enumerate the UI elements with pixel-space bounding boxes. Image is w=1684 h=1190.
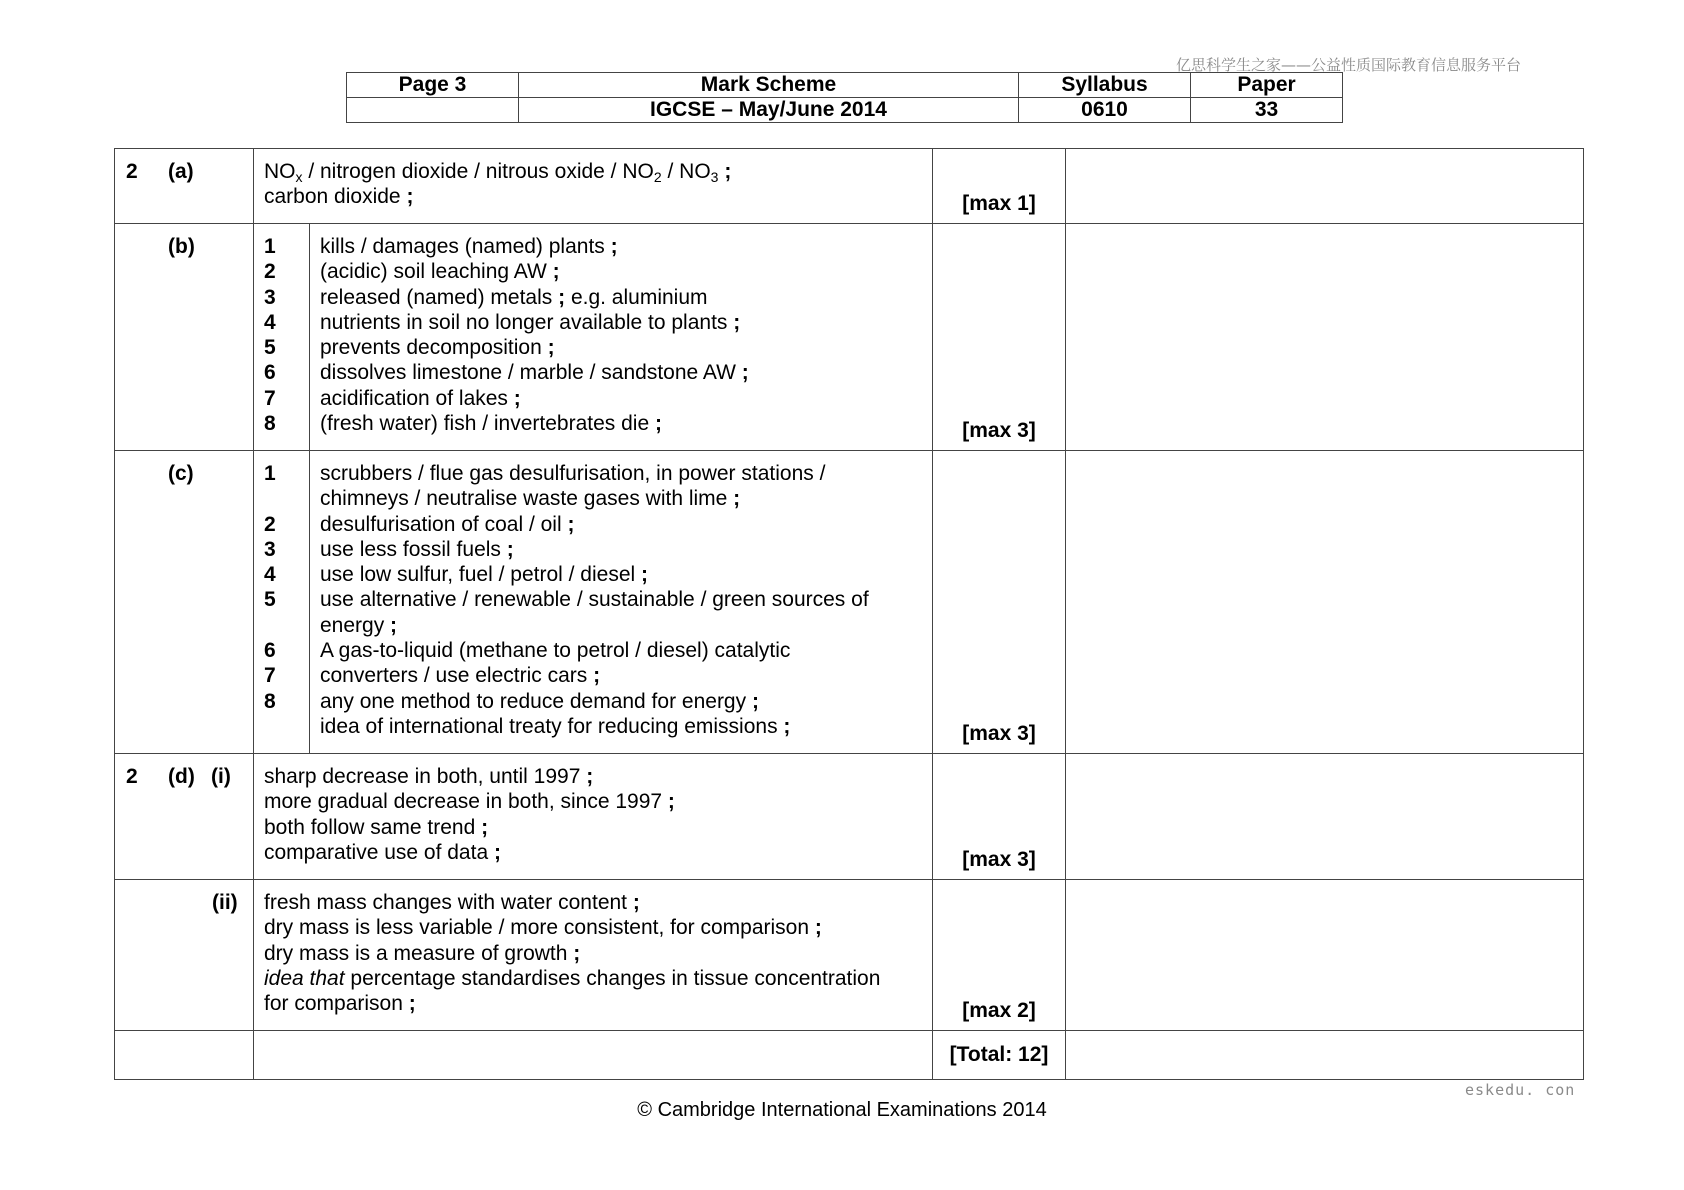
points-2c	[310, 451, 933, 754]
list-item: dissolves limestone / marble / sandstone AW ;	[320, 361, 749, 385]
list-item: use low sulfur, fuel / petrol / diesel ;	[320, 563, 648, 587]
question-subpart: (i)	[211, 765, 231, 788]
list-item: released (named) metals ; e.g. aluminium	[320, 285, 708, 309]
list-item: acidification of lakes ;	[320, 386, 521, 410]
row-2b	[115, 224, 1584, 451]
question-part: (b)	[168, 235, 195, 258]
list-item: scrubbers / flue gas desulfurisation, in power stations /	[320, 462, 826, 485]
answer-line: idea that percentage standardises changes in tissue concentration	[264, 966, 881, 990]
answer-2dii	[254, 880, 933, 1031]
page-header-table	[346, 72, 1343, 123]
list-item: kills / damages (named) plants ;	[320, 235, 618, 258]
answer-line: fresh mass changes with water content ;	[264, 891, 640, 914]
total-mark: [Total: 12]	[933, 1031, 1066, 1080]
list-item: prevents decomposition ;	[320, 336, 555, 360]
question-part: (d)	[168, 765, 195, 788]
row-total	[115, 1031, 1584, 1080]
answer-2a	[254, 149, 933, 224]
list-item: chimneys / neutralise waste gases with lime ;	[320, 487, 741, 511]
guidance-2di	[1066, 754, 1584, 880]
mark-scheme-table	[114, 148, 1584, 1080]
answer-line: carbon dioxide ;	[264, 185, 414, 209]
header-syllabus-label: Syllabus	[1019, 73, 1191, 98]
total-blank-1	[115, 1031, 254, 1080]
answer-line: for comparison ;	[264, 992, 416, 1016]
row-2dii	[115, 880, 1584, 1031]
header-session: IGCSE – May/June 2014	[519, 98, 1019, 123]
header-empty	[347, 98, 519, 123]
list-item: use alternative / renewable / sustainable / green sources of	[320, 588, 869, 612]
mark-2b: [max 3]	[933, 224, 1066, 451]
row-2c	[115, 451, 1584, 754]
answer-line: $NO_x$ / nitrogen dioxide / nitrous oxide / $NO_2 / NO_3$ ;	[264, 160, 732, 185]
list-item: idea of international treaty for reducing emissions ;	[320, 714, 791, 738]
question-cell-2dii	[115, 880, 254, 1031]
question-number: 2	[126, 160, 138, 183]
question-part: (c)	[168, 462, 194, 485]
header-paper-number: 33	[1191, 98, 1343, 123]
answer-line: comparative use of data ;	[264, 840, 501, 864]
answer-line: both follow same trend ;	[264, 815, 489, 839]
header-page: Page 3	[347, 73, 519, 98]
answer-line: sharp decrease in both, until 1997 ;	[264, 765, 594, 788]
question-number: 2	[126, 765, 138, 788]
header-paper-label: Paper	[1191, 73, 1343, 98]
question-cell-2di	[115, 754, 254, 880]
mark-2a: [max 1]	[933, 149, 1066, 224]
list-item: use less fossil fuels ;	[320, 537, 514, 561]
question-cell-2a	[115, 149, 254, 224]
question-part: (a)	[168, 160, 194, 183]
header-row-2	[347, 98, 1343, 123]
list-item: (fresh water) fish / invertebrates die ;	[320, 412, 662, 436]
question-cell-2c	[115, 451, 254, 754]
list-item: (acidic) soil leaching AW ;	[320, 260, 560, 284]
mark-2di: [max 3]	[933, 754, 1066, 880]
guidance-2a	[1066, 149, 1584, 224]
total-blank-2	[254, 1031, 933, 1080]
question-subpart: (ii)	[212, 891, 238, 914]
copyright-footer: © Cambridge International Examinations 2014	[637, 1099, 1047, 1121]
header-syllabus-code: 0610	[1019, 98, 1191, 123]
header-row-1	[347, 73, 1343, 98]
list-item: any one method to reduce demand for energy ;	[320, 689, 759, 713]
point-numbers-2b: 1 2 3 4 5 6 7 8	[254, 224, 310, 451]
answer-line: dry mass is a measure of growth ;	[264, 941, 581, 965]
answer-line: more gradual decrease in both, since 1997 ;	[264, 790, 675, 814]
guidance-2b	[1066, 224, 1584, 451]
watermark-top: 亿思科学生之家——公益性质国际教育信息服务平台	[1176, 56, 1522, 74]
list-item: desulfurisation of coal / oil ;	[320, 512, 575, 536]
guidance-2dii	[1066, 880, 1584, 1031]
list-item: energy ;	[320, 613, 398, 637]
total-blank-3	[1066, 1031, 1584, 1080]
answer-line: dry mass is less variable / more consistent, for comparison ;	[264, 916, 822, 940]
point-numbers-2c: 1 2 3 4 5 6 7 8	[254, 451, 310, 754]
guidance-2c	[1066, 451, 1584, 754]
row-2di	[115, 754, 1584, 880]
mark-2dii: [max 2]	[933, 880, 1066, 1031]
question-cell-2b	[115, 224, 254, 451]
watermark-bottom: eskedu. con	[1465, 1081, 1576, 1099]
header-title: Mark Scheme	[519, 73, 1019, 98]
answer-2di	[254, 754, 933, 880]
list-item: nutrients in soil no longer available to plants ;	[320, 310, 741, 334]
list-item: converters / use electric cars ;	[320, 664, 601, 688]
list-item: A gas-to-liquid (methane to petrol / diesel) catalytic	[320, 639, 791, 663]
points-2b	[310, 224, 933, 451]
row-2a	[115, 149, 1584, 224]
mark-2c: [max 3]	[933, 451, 1066, 754]
